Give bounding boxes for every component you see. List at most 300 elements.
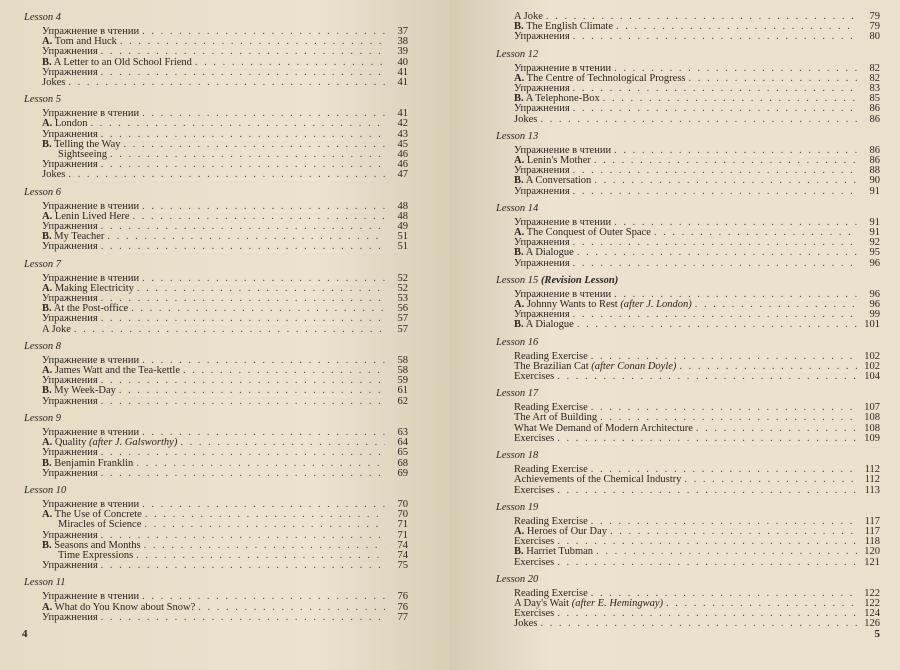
toc-entry [496, 115, 880, 125]
toc-entry [24, 314, 408, 324]
entry-text: Упражнения [42, 395, 98, 407]
entry-page-number: 75 [397, 560, 408, 572]
lesson-title: Lesson 14 [496, 202, 539, 214]
entry-page-number: 82 [869, 62, 880, 74]
dot-leader [101, 376, 385, 386]
dot-leader [603, 94, 857, 104]
dot-leader [616, 22, 857, 32]
entry-page-number: 41 [397, 77, 408, 89]
entry-page-number: 120 [864, 546, 880, 558]
entry-text: The English Climate [526, 21, 613, 33]
entry-title [514, 434, 554, 444]
entry-text: Упражнения [42, 159, 98, 171]
entry-text: Упражнение в чтении [514, 144, 612, 156]
entry-label: A. [42, 509, 53, 521]
dot-leader [131, 304, 385, 314]
entry-text: Making Electricity [54, 282, 134, 294]
lesson-heading [496, 388, 880, 400]
entry-text: Reading Exercise [514, 350, 588, 362]
entry-label: A. [42, 282, 53, 294]
dot-leader [101, 448, 385, 458]
dot-leader [594, 156, 857, 166]
lesson-heading [496, 574, 880, 586]
toc-entry [24, 78, 408, 88]
entry-page-number: 95 [869, 247, 880, 259]
toc-entry [496, 104, 880, 114]
entry-page-number: 96 [869, 257, 880, 269]
entry-label: A. [42, 210, 53, 222]
dot-leader [684, 475, 857, 485]
entry-label: A. [42, 365, 53, 377]
dot-leader [136, 459, 385, 469]
entry-title [514, 115, 537, 125]
entry-page-number: 68 [397, 457, 408, 469]
entry-text: Exercises [514, 432, 555, 444]
dot-leader [679, 362, 857, 372]
entry-page-number: 43 [397, 128, 408, 140]
entry-label: A. [514, 72, 525, 84]
entry-text: Reading Exercise [514, 587, 588, 599]
right-page [450, 0, 900, 670]
lesson-heading [24, 259, 408, 271]
entry-title [514, 320, 574, 330]
dot-leader [74, 325, 385, 335]
dot-leader [68, 170, 385, 180]
dot-leader [594, 176, 857, 186]
entry-page-number: 79 [869, 21, 880, 33]
lesson-heading [496, 275, 880, 287]
entry-text: Упражнения [42, 447, 98, 459]
lesson-heading [24, 187, 408, 199]
entry-page-number: 92 [869, 237, 880, 249]
entry-title [514, 32, 570, 42]
entry-page-number: 112 [864, 474, 880, 486]
dot-leader [101, 68, 385, 78]
entry-label: A. [514, 227, 525, 239]
entry-author: (after J. London) [620, 299, 692, 311]
entry-page-number: 45 [397, 138, 408, 150]
entry-text: Упражнение в чтении [514, 62, 612, 74]
entry-text: The Use of Concrete [54, 509, 142, 521]
toc-entry [24, 613, 408, 623]
entry-title [42, 78, 65, 88]
entry-text: Упражнения [514, 237, 570, 249]
entry-label: B. [42, 56, 52, 68]
entry-page-number: 71 [397, 529, 408, 541]
dot-leader [142, 202, 385, 212]
entry-page-number: 51 [397, 231, 408, 243]
entry-page-number: 64 [397, 437, 408, 449]
entry-page-number: 112 [864, 464, 880, 476]
entry-page-number: 101 [864, 319, 880, 331]
entry-text: Упражнение в чтении [42, 200, 140, 212]
entry-text: A Telephone-Box [525, 93, 600, 105]
entry-page-number: 86 [869, 144, 880, 156]
entry-page-number: 38 [397, 36, 408, 48]
entry-page-number: 76 [397, 601, 408, 613]
lesson-section [24, 577, 408, 623]
entry-text: Exercises [514, 556, 555, 568]
dot-leader [596, 547, 857, 557]
entry-text: What We Demand of Modern Architecture [514, 422, 693, 434]
entry-page-number: 107 [864, 402, 880, 414]
entry-text: Harriet Tubman [526, 546, 594, 558]
toc-entry [496, 609, 880, 619]
entry-text: Упражнения [514, 165, 570, 177]
entry-title [42, 397, 98, 407]
entry-title [42, 613, 98, 623]
entry-text: Упражнения [514, 185, 570, 197]
dot-leader [573, 104, 857, 114]
entry-label: B. [42, 138, 52, 150]
dot-leader [573, 166, 857, 176]
entry-text: Упражнения [42, 221, 98, 233]
entry-page-number: 37 [397, 26, 408, 37]
entry-page-number: 40 [397, 56, 408, 68]
entry-label: B. [514, 247, 524, 259]
entry-page-number: 61 [397, 385, 408, 397]
entry-page-number: 57 [397, 313, 408, 325]
dot-leader [101, 469, 385, 479]
entry-page-number: 41 [397, 108, 408, 120]
page-number-right: 5 [874, 628, 880, 640]
entry-label: B. [514, 319, 524, 331]
toc-entry [496, 619, 880, 629]
dot-leader [577, 320, 857, 330]
dot-leader [142, 274, 385, 284]
dot-leader [198, 603, 385, 613]
toc-entry [496, 32, 880, 42]
lesson-title: Lesson 12 [496, 48, 539, 60]
entry-page-number: 57 [397, 323, 408, 335]
entry-page-number: 91 [869, 185, 880, 197]
right-toc [496, 49, 880, 630]
toc-entry [24, 170, 408, 180]
entry-label: B. [42, 231, 52, 243]
entry-text: Упражнения [514, 309, 570, 321]
entry-title [42, 325, 71, 335]
entry-page-number: 96 [869, 288, 880, 300]
lesson-title: Lesson 13 [496, 130, 539, 142]
entry-text: Lenin Lived Here [54, 210, 130, 222]
entry-page-number: 108 [864, 412, 880, 424]
entry-text: The Centre of Technological Progress [526, 72, 686, 84]
entry-page-number: 58 [397, 365, 408, 377]
dot-leader [145, 510, 385, 520]
dot-leader [110, 150, 385, 160]
dot-leader [120, 37, 385, 47]
entry-text: Упражнение в чтении [42, 108, 140, 120]
toc-entry [24, 242, 408, 252]
entry-label: A. [42, 36, 53, 48]
lesson-title: Lesson 17 [496, 388, 539, 400]
lesson-heading [24, 577, 408, 589]
entry-text: A Joke [514, 11, 543, 22]
dot-leader [68, 78, 385, 88]
entry-text: Jokes [42, 169, 66, 181]
toc-entry [496, 259, 880, 269]
lesson-section [496, 337, 880, 383]
lesson-section [496, 275, 880, 331]
entry-label: A. [514, 525, 525, 537]
lesson-section [24, 341, 408, 407]
entry-page-number: 74 [397, 539, 408, 551]
entry-page-number: 121 [864, 556, 880, 568]
entry-page-number: 39 [397, 46, 408, 58]
entry-page-number: 58 [397, 354, 408, 366]
dot-leader [591, 403, 857, 413]
entry-text: The Conquest of Outer Space [526, 227, 651, 239]
entry-label: B. [42, 457, 52, 469]
entry-text: Упражнение в чтении [514, 288, 612, 300]
entry-text: Упражнения [42, 529, 98, 541]
entry-text: Benjamin Franklin [54, 457, 134, 469]
dot-leader [124, 140, 385, 150]
entry-title [514, 372, 554, 382]
entry-page-number: 85 [869, 93, 880, 105]
lesson-title: Lesson 19 [496, 501, 539, 513]
entry-text: Reading Exercise [514, 515, 588, 527]
entry-label: B. [42, 385, 52, 397]
entry-text: Jokes [514, 618, 538, 630]
entry-text: Упражнения [514, 31, 570, 43]
dot-leader [183, 366, 385, 376]
dot-leader [610, 527, 857, 537]
lesson-section [496, 203, 880, 269]
lesson-title: Lesson 4 [24, 12, 62, 23]
entry-title [514, 486, 554, 496]
dot-leader [144, 520, 385, 530]
entry-text: Упражнения [42, 375, 98, 387]
entry-text: A Dialogue [525, 247, 574, 259]
toc-entry [496, 372, 880, 382]
entry-label: A. [514, 155, 525, 167]
lesson-heading [24, 485, 408, 497]
entry-page-number: 82 [869, 72, 880, 84]
dot-leader [654, 228, 857, 238]
entry-page-number: 46 [397, 159, 408, 171]
lesson-title: Lesson 18 [496, 450, 539, 462]
entry-page-number: 86 [869, 155, 880, 167]
lesson-note: (Revision Lesson) [540, 274, 619, 286]
dot-leader [144, 541, 385, 551]
dot-leader [614, 146, 857, 156]
dot-leader [101, 531, 385, 541]
entry-page-number: 47 [397, 169, 408, 181]
entry-page-number: 113 [864, 484, 880, 496]
entry-text: Heroes of Our Day [526, 525, 608, 537]
entry-text: Johnny Wants to Rest [526, 299, 618, 311]
lesson-section [496, 574, 880, 630]
entry-label: B. [514, 175, 524, 187]
lesson-section [24, 187, 408, 253]
toc-entry [24, 68, 408, 78]
lesson-title: Lesson 8 [24, 340, 62, 352]
dot-leader [557, 537, 857, 547]
dot-leader [101, 242, 385, 252]
entry-author: (after Conan Doyle) [591, 360, 677, 372]
toc-entry [496, 187, 880, 197]
dot-leader [136, 551, 385, 561]
lesson-title: Lesson 20 [496, 573, 539, 585]
entry-text: A Joke [42, 323, 71, 335]
entry-page-number: 102 [864, 360, 880, 372]
entry-text: Lenin's Mother [526, 155, 591, 167]
entry-text: Jokes [42, 77, 66, 89]
entry-page-number: 52 [397, 272, 408, 284]
entry-page-number: 88 [869, 165, 880, 177]
dot-leader [132, 212, 385, 222]
dot-leader [557, 486, 857, 496]
toc-entry [24, 469, 408, 479]
lesson-title: Lesson 15 [496, 274, 539, 286]
lesson-section [24, 485, 408, 571]
entry-page-number: 63 [397, 426, 408, 438]
entry-page-number: 80 [869, 31, 880, 43]
entry-page-number: 104 [864, 371, 880, 383]
entry-author: (after J. Galsworthy) [88, 437, 178, 449]
entry-page-number: 62 [397, 395, 408, 407]
entry-page-number: 56 [397, 303, 408, 315]
entry-page-number: 76 [397, 591, 408, 603]
lesson-heading [496, 203, 880, 215]
dot-leader [540, 619, 857, 629]
entry-text: Упражнения [42, 611, 98, 623]
entry-label: A. [42, 118, 53, 130]
entry-title [42, 170, 65, 180]
dot-leader [557, 434, 857, 444]
dot-leader [91, 119, 385, 129]
dot-leader [577, 248, 857, 258]
lesson-heading [24, 12, 408, 24]
lesson-heading [496, 502, 880, 514]
toc-entry [496, 434, 880, 444]
entry-text: Упражнение в чтении [514, 216, 612, 228]
toc-entry [496, 320, 880, 330]
entry-text: Reading Exercise [514, 464, 588, 476]
lesson-title: Lesson 5 [24, 94, 62, 106]
entry-label: B. [42, 539, 52, 551]
entry-text: Упражнения [42, 293, 98, 305]
entry-page-number: 91 [869, 216, 880, 228]
entry-text: The Art of Building [514, 412, 598, 424]
lesson-section [496, 49, 880, 125]
left-toc [24, 12, 408, 623]
dot-leader [107, 232, 385, 242]
entry-title [42, 561, 98, 571]
lesson-section [496, 502, 880, 568]
dot-leader [591, 517, 857, 527]
toc-entry [24, 397, 408, 407]
dot-leader [101, 222, 385, 232]
dot-leader [101, 613, 385, 623]
entry-page-number: 48 [397, 210, 408, 222]
entry-label: B. [42, 303, 52, 315]
entry-page-number: 65 [397, 447, 408, 459]
entry-text: Упражнения [514, 83, 570, 95]
toc-entry [496, 486, 880, 496]
entry-text: Упражнения [42, 46, 98, 58]
entry-page-number: 51 [397, 241, 408, 253]
entry-page-number: 42 [397, 118, 408, 130]
lesson-section [24, 12, 408, 88]
lesson-heading [496, 131, 880, 143]
entry-page-number: 91 [869, 227, 880, 239]
entry-text: Exercises [514, 371, 555, 383]
entry-author: (after E. Hemingway) [571, 597, 664, 609]
entry-text: Exercises [514, 484, 555, 496]
entry-page-number: 86 [869, 103, 880, 115]
entry-text: Miracles of Science [58, 519, 142, 531]
entry-page-number: 59 [397, 375, 408, 387]
entry-page-number: 124 [864, 608, 880, 620]
lesson-heading [496, 450, 880, 462]
entry-text: Exercises [514, 536, 555, 548]
lesson-title: Lesson 16 [496, 336, 539, 348]
entry-text: Упражнения [514, 257, 570, 269]
entry-text: Achievements of the Chemical Industry [514, 474, 682, 486]
dot-leader [101, 294, 385, 304]
entry-text: Упражнение в чтении [42, 498, 140, 510]
entry-page-number: 53 [397, 293, 408, 305]
entry-title [514, 259, 570, 269]
entry-page-number: 70 [397, 509, 408, 521]
entry-page-number: 99 [869, 309, 880, 321]
dot-leader [573, 187, 857, 197]
entry-text: A Letter to an Old School Friend [53, 56, 192, 68]
entry-text: Sightseeing [58, 149, 107, 161]
entry-page-number: 52 [397, 282, 408, 294]
entry-text: Упражнения [42, 467, 98, 479]
dot-leader [573, 238, 857, 248]
entry-page-number: 69 [397, 467, 408, 479]
dot-leader [557, 372, 857, 382]
entry-page-number: 71 [397, 519, 408, 531]
dot-leader [101, 160, 385, 170]
entry-page-number: 126 [864, 618, 880, 630]
entry-page-number: 117 [864, 515, 880, 527]
entry-label: B. [514, 93, 524, 105]
dot-leader [195, 58, 385, 68]
entry-text: Упражнение в чтении [42, 354, 140, 366]
lesson-title: Lesson 11 [24, 577, 66, 589]
entry-page-number: 74 [397, 549, 408, 561]
entry-page-number: 79 [869, 11, 880, 22]
dot-leader [573, 32, 857, 42]
lesson-heading [24, 413, 408, 425]
dot-leader [119, 386, 385, 396]
entry-text: Упражнения [42, 241, 98, 253]
entry-text: Упражнения [42, 66, 98, 78]
entry-text: Quality [54, 437, 87, 449]
entry-page-number: 83 [869, 83, 880, 95]
entry-text: A Day's Wait [514, 597, 570, 609]
toc-entry [24, 160, 408, 170]
entry-text: Time Expressions [58, 549, 134, 561]
entry-text: Упражнения [42, 128, 98, 140]
entry-text: Упражнение в чтении [42, 272, 140, 284]
entry-title [42, 242, 98, 252]
entry-page-number: 117 [864, 525, 880, 537]
entry-page-number: 118 [864, 536, 880, 548]
lesson-title: Lesson 7 [24, 258, 62, 270]
lesson-title: Lesson 9 [24, 412, 62, 424]
entry-text: My Teacher [54, 231, 105, 243]
entry-page-number: 122 [864, 597, 880, 609]
dot-leader [540, 115, 857, 125]
dot-leader [142, 27, 385, 37]
entry-label: B. [514, 21, 524, 33]
